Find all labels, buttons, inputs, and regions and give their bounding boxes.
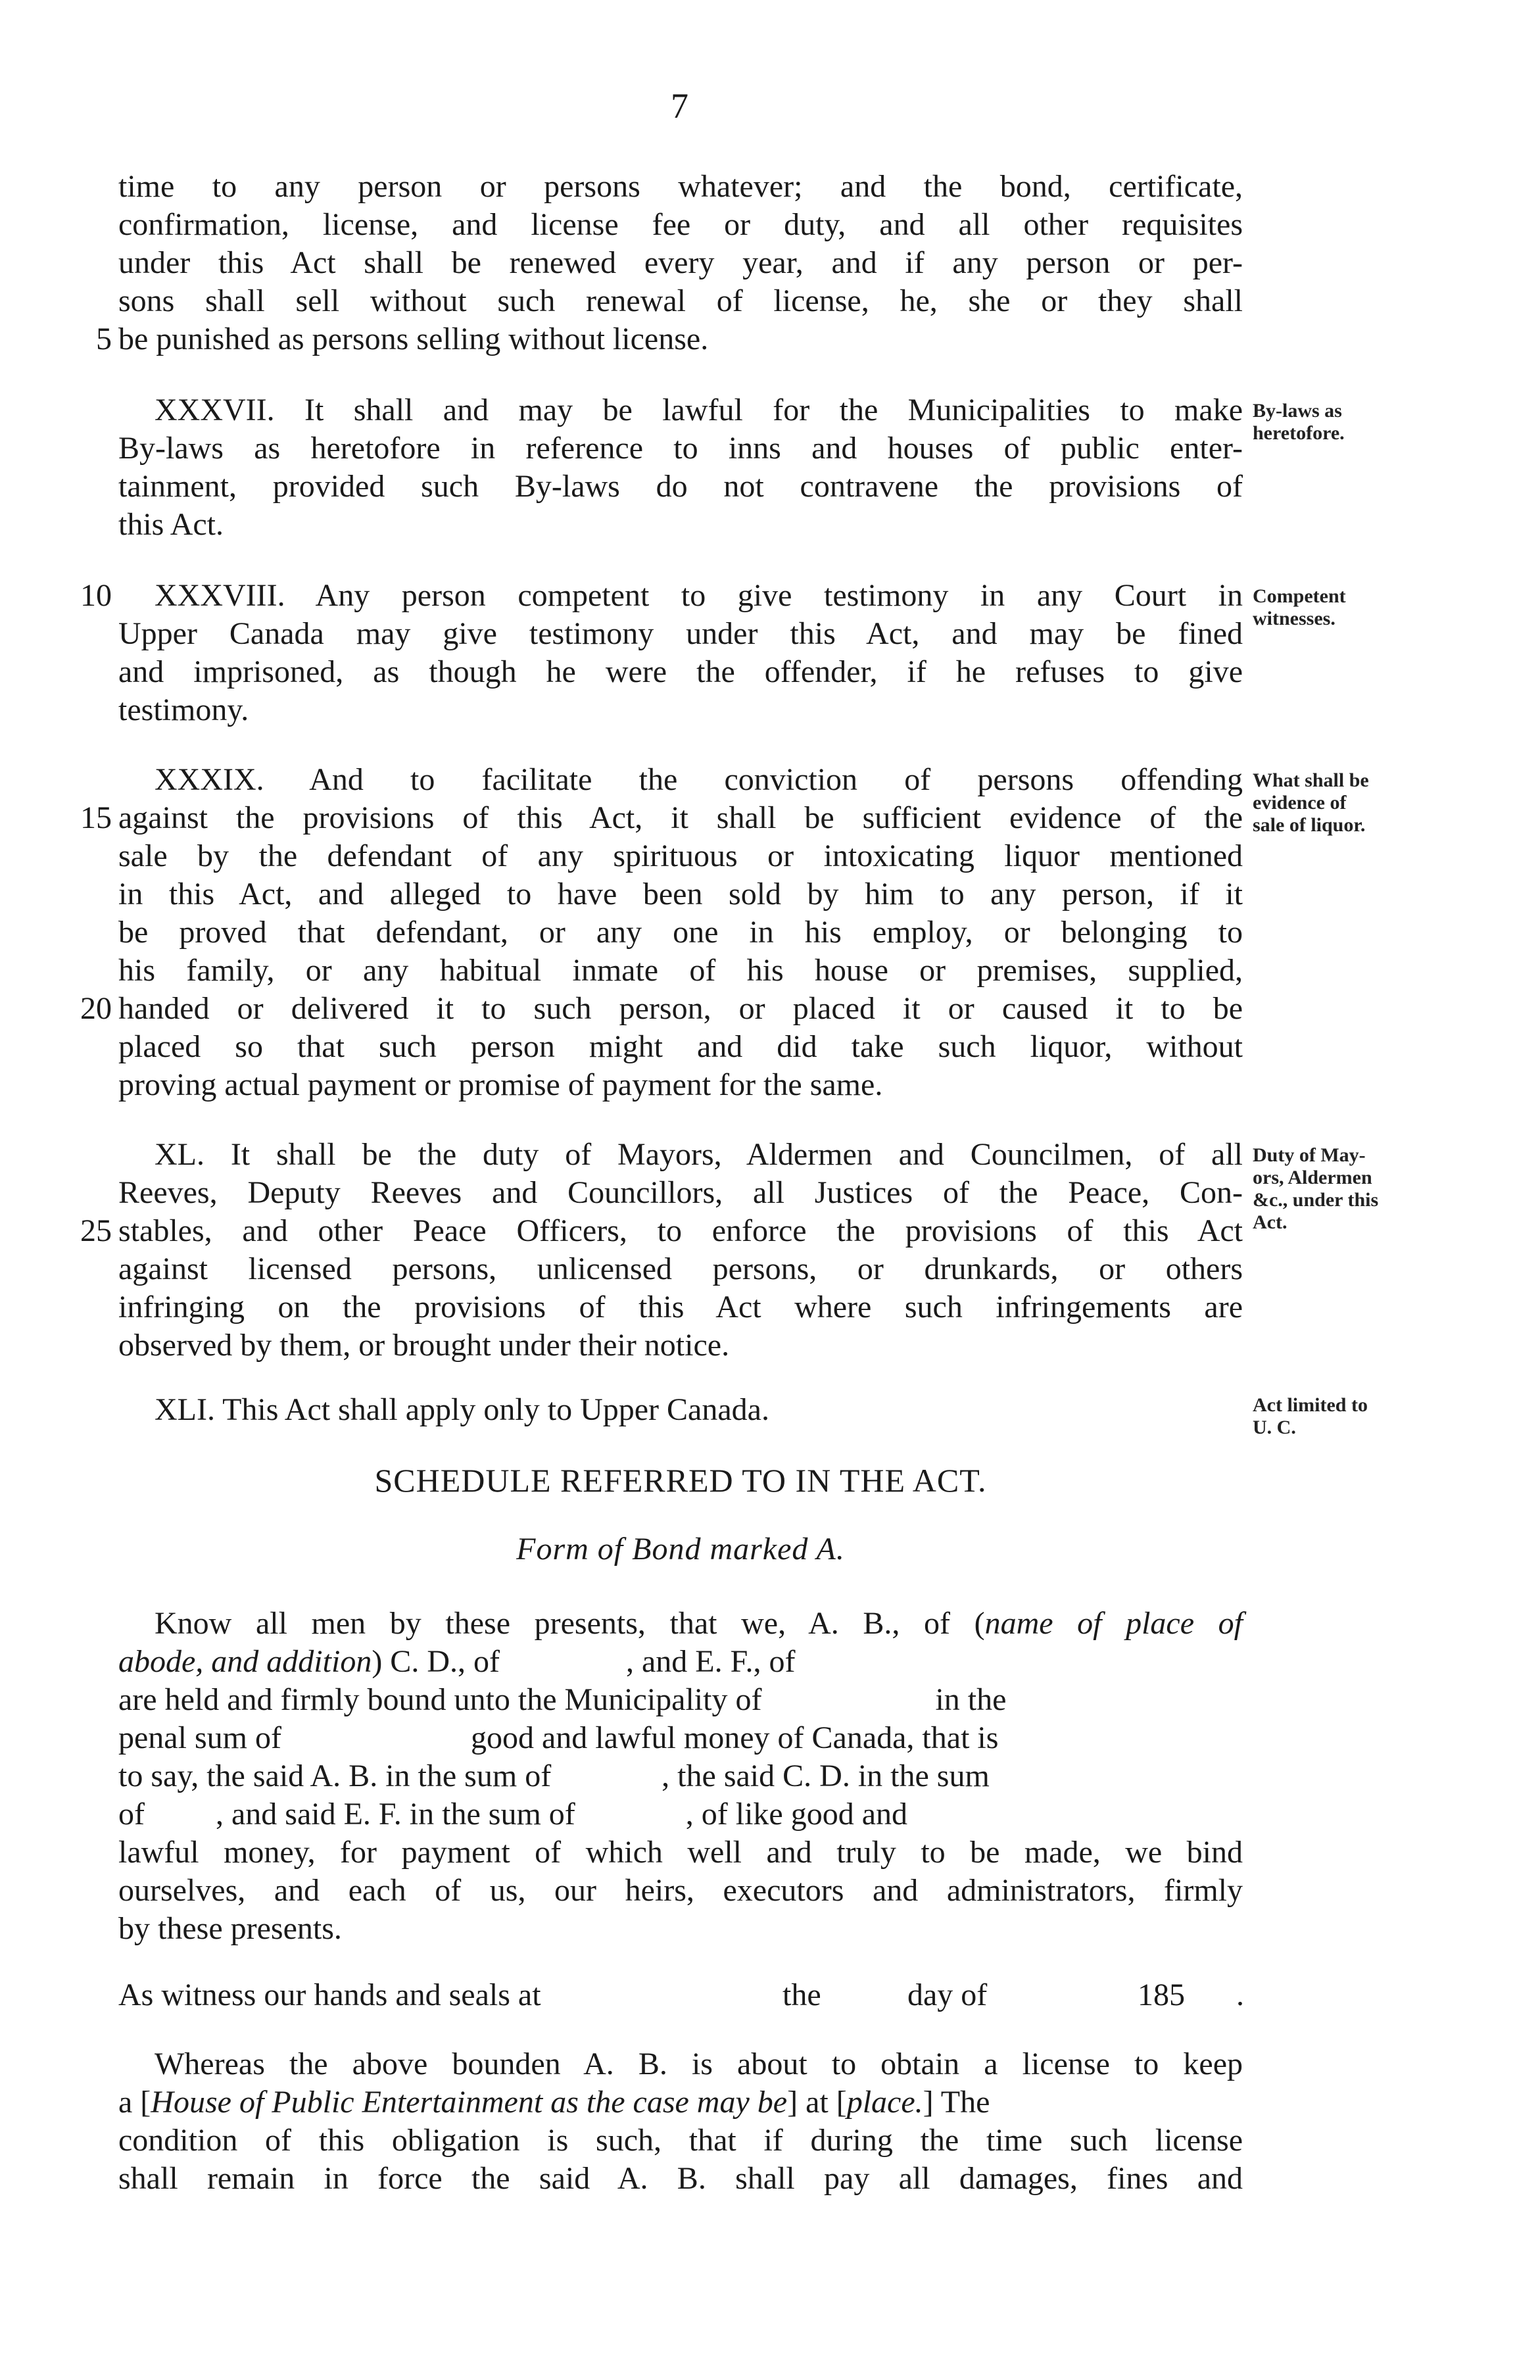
text-line: sale by the defendant of any spirituous or intoxicating liquor mentioned	[118, 838, 1243, 873]
text-line: stables, and other Peace Officers, to enforce the provisions of this Act	[118, 1213, 1243, 1248]
bond-line: by these presents.	[118, 1911, 342, 1946]
text-line: Reeves, Deputy Reeves and Councillors, all Justices of the Peace, Con-	[118, 1175, 1243, 1210]
text-line: XL. It shall be the duty of Mayors, Aldermen and Councilmen, of all	[155, 1137, 1243, 1172]
text-line: By-laws as heretofore in reference to inns and houses of public enter-	[118, 431, 1243, 466]
whereas-text: ] The	[923, 2085, 990, 2120]
margin-note	[1253, 1144, 1450, 1234]
bond-line	[155, 1605, 1243, 1643]
margin-note-line: sale of liquor.	[1253, 814, 1366, 836]
bond-text: ) C. D., of , and E. F., of	[372, 1644, 796, 1679]
whereas-line: condition of this obligation is such, that if during the time such license	[118, 2123, 1243, 2158]
line-number: 20	[80, 991, 112, 1026]
bond-text: Know all men by these presents, that we, A. B., of (	[155, 1606, 985, 1641]
text-line: against licensed persons, unlicensed persons, or drunkards, or others	[118, 1251, 1243, 1286]
text-line: be punished as persons selling without license.	[118, 322, 709, 356]
line-number: 10	[80, 578, 112, 613]
whereas-text: ] at [	[787, 2085, 847, 2120]
text-line: sons shall sell without such renewal of license, he, she or they shall	[118, 283, 1243, 318]
margin-note-line: witnesses.	[1253, 608, 1335, 629]
bond-italic: abode, and addition	[118, 1644, 372, 1679]
form-heading: Form of Bond marked A.	[516, 1532, 845, 1566]
text-line: observed by them, or brought under their notice.	[118, 1328, 730, 1363]
text-line: his family, or any habitual inmate of his house or premises, supplied,	[118, 953, 1243, 988]
text-line: XXXVII. It shall and may be lawful for the Municipalities to make	[155, 393, 1243, 427]
bond-line: of , and said E. F. in the sum of , of like good and	[118, 1797, 908, 1832]
margin-note-line: By-laws as	[1253, 400, 1342, 422]
page-number: 7	[671, 86, 688, 126]
text-line: testimony.	[118, 692, 249, 727]
text-line: proving actual payment or promise of payment for the same.	[118, 1067, 883, 1102]
margin-note	[1253, 769, 1450, 837]
text-line: this Act.	[118, 507, 224, 542]
text-line: infringing on the provisions of this Act where such infringements are	[118, 1290, 1243, 1324]
margin-note-line: ors, Aldermen	[1253, 1167, 1372, 1188]
text-line: under this Act shall be renewed every year, and if any person or per-	[118, 245, 1243, 280]
margin-note	[1253, 400, 1450, 445]
whereas-italic: House of Public Entertainment as the case may be	[151, 2085, 788, 2120]
witness-text-a: As witness our hands and seals at	[118, 1978, 541, 2012]
text-line: XLI. This Act shall apply only to Upper Canada.	[155, 1392, 769, 1427]
line-number: 15	[80, 800, 112, 835]
margin-note-line: Act.	[1253, 1211, 1287, 1233]
text-line: in this Act, and alleged to have been sold by him to any person, if it	[118, 877, 1243, 911]
bond-line	[118, 1643, 1243, 1681]
text-line: be proved that defendant, or any one in his employ, or belonging to	[118, 915, 1243, 950]
text-line: time to any person or persons whatever; and the bond, certificate,	[118, 169, 1243, 204]
bond-line: are held and firmly bound unto the Municipality of in the	[118, 1682, 1007, 1717]
witness-year: 185	[1138, 1978, 1185, 2012]
text-line: against the provisions of this Act, it shall be sufficient evidence of the	[118, 800, 1243, 835]
witness-period: .	[1236, 1978, 1244, 2012]
margin-note-line: evidence of	[1253, 792, 1347, 814]
text-line: tainment, provided such By-laws do not contravene the provisions of	[118, 469, 1243, 504]
line-number: 25	[80, 1213, 112, 1248]
margin-note	[1253, 1394, 1450, 1439]
margin-note-line: U. C.	[1253, 1417, 1296, 1438]
text-line: placed so that such person might and did take such liquor, without	[118, 1029, 1243, 1064]
whereas-place: place.	[846, 2085, 923, 2120]
margin-note-line: heretofore.	[1253, 422, 1345, 444]
line-number: 5	[96, 322, 112, 356]
text-line: Upper Canada may give testimony under this Act, and may be fined	[118, 616, 1243, 651]
witness-text-b: the	[782, 1978, 821, 2012]
margin-note-line: &c., under this	[1253, 1189, 1379, 1211]
text-line: confirmation, license, and license fee or duty, and all other requisites	[118, 207, 1243, 242]
margin-note	[1253, 585, 1450, 630]
whereas-line	[118, 2083, 1243, 2122]
schedule-heading: SCHEDULE REFERRED TO IN THE ACT.	[374, 1462, 987, 1499]
bond-line: penal sum of good and lawful money of Canada, that is	[118, 1720, 999, 1755]
text-line: and imprisoned, as though he were the offender, if he refuses to give	[118, 654, 1243, 689]
bond-line: to say, the said A. B. in the sum of , the said C. D. in the sum	[118, 1759, 990, 1793]
whereas-line: Whereas the above bounden A. B. is about to obtain a license to keep	[155, 2047, 1243, 2081]
text-line: handed or delivered it to such person, or placed it or caused it to be	[118, 991, 1243, 1026]
margin-note-line: What shall be	[1253, 769, 1369, 791]
text-line: XXXVIII. Any person competent to give testimony in any Court in	[155, 578, 1243, 613]
text-line: XXXIX. And to facilitate the conviction of persons offending	[155, 762, 1243, 797]
witness-text-c: day of	[907, 1978, 988, 2012]
bond-italic: name of place of	[984, 1606, 1243, 1641]
bond-line: lawful money, for payment of which well and truly to be made, we bind	[118, 1835, 1243, 1870]
whereas-text: a [	[118, 2085, 151, 2120]
bond-line: ourselves, and each of us, our heirs, executors and administrators, firmly	[118, 1873, 1243, 1908]
margin-note-line: Competent	[1253, 585, 1346, 607]
whereas-line: shall remain in force the said A. B. shall pay all damages, fines and	[118, 2161, 1243, 2196]
margin-note-line: Act limited to	[1253, 1394, 1368, 1416]
margin-note-line: Duty of May-	[1253, 1144, 1366, 1166]
